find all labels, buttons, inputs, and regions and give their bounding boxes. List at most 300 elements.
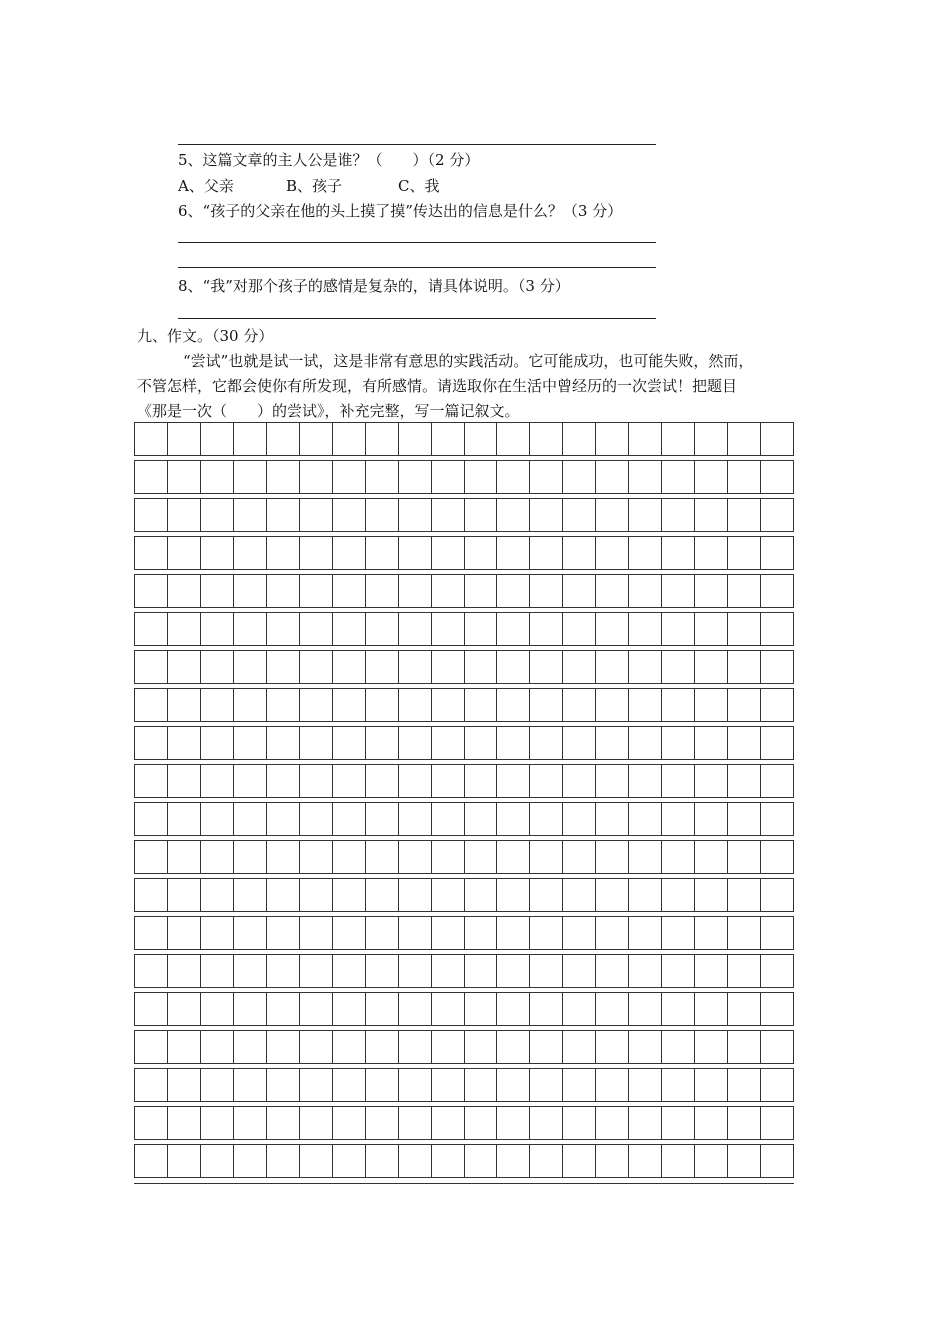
grid-cell[interactable] xyxy=(596,613,629,645)
grid-cell[interactable] xyxy=(761,499,793,531)
grid-cell[interactable] xyxy=(695,955,728,987)
grid-cell[interactable] xyxy=(234,917,267,949)
grid-cell[interactable] xyxy=(300,727,333,759)
grid-cell[interactable] xyxy=(267,1031,300,1063)
grid-cell[interactable] xyxy=(596,499,629,531)
grid-cell[interactable] xyxy=(168,1107,201,1139)
grid-cell[interactable] xyxy=(497,689,530,721)
grid-cell[interactable] xyxy=(300,423,333,455)
grid-cell[interactable] xyxy=(465,499,498,531)
grid-cell[interactable] xyxy=(201,1031,234,1063)
grid-cell[interactable] xyxy=(530,1069,563,1101)
grid-cell[interactable] xyxy=(432,765,465,797)
grid-cell[interactable] xyxy=(267,499,300,531)
grid-cell[interactable] xyxy=(662,841,695,873)
grid-cell[interactable] xyxy=(465,955,498,987)
grid-cell[interactable] xyxy=(596,841,629,873)
grid-cell[interactable] xyxy=(399,993,432,1025)
grid-cell[interactable] xyxy=(234,613,267,645)
grid-cell[interactable] xyxy=(596,803,629,835)
answer-line-q6-2[interactable] xyxy=(178,267,656,268)
grid-cell[interactable] xyxy=(530,689,563,721)
grid-cell[interactable] xyxy=(465,461,498,493)
grid-cell[interactable] xyxy=(201,1069,234,1101)
grid-cell[interactable] xyxy=(399,613,432,645)
grid-cell[interactable] xyxy=(201,803,234,835)
grid-cell[interactable] xyxy=(662,803,695,835)
grid-cell[interactable] xyxy=(267,841,300,873)
grid-cell[interactable] xyxy=(530,461,563,493)
grid-cell[interactable] xyxy=(629,689,662,721)
grid-cell[interactable] xyxy=(596,727,629,759)
grid-cell[interactable] xyxy=(629,1069,662,1101)
grid-cell[interactable] xyxy=(465,689,498,721)
grid-cell[interactable] xyxy=(563,727,596,759)
grid-cell[interactable] xyxy=(465,803,498,835)
grid-cell[interactable] xyxy=(629,461,662,493)
grid-cell[interactable] xyxy=(333,499,366,531)
grid-cell[interactable] xyxy=(497,879,530,911)
grid-cell[interactable] xyxy=(234,955,267,987)
grid-cell[interactable] xyxy=(465,1107,498,1139)
grid-cell[interactable] xyxy=(432,1069,465,1101)
grid-cell[interactable] xyxy=(366,1107,399,1139)
grid-cell[interactable] xyxy=(530,993,563,1025)
grid-cell[interactable] xyxy=(662,917,695,949)
grid-cell[interactable] xyxy=(234,765,267,797)
grid-cell[interactable] xyxy=(761,955,793,987)
grid-cell[interactable] xyxy=(662,537,695,569)
grid-cell[interactable] xyxy=(333,879,366,911)
grid-cell[interactable] xyxy=(662,765,695,797)
grid-cell[interactable] xyxy=(432,689,465,721)
grid-cell[interactable] xyxy=(432,1145,465,1177)
grid-cell[interactable] xyxy=(168,613,201,645)
grid-cell[interactable] xyxy=(563,765,596,797)
grid-cell[interactable] xyxy=(366,765,399,797)
grid-cell[interactable] xyxy=(366,575,399,607)
grid-cell[interactable] xyxy=(695,917,728,949)
grid-cell[interactable] xyxy=(662,689,695,721)
grid-cell[interactable] xyxy=(465,727,498,759)
grid-cell[interactable] xyxy=(530,1031,563,1063)
grid-cell[interactable] xyxy=(629,1107,662,1139)
essay-writing-grid[interactable] xyxy=(134,422,794,1184)
grid-cell[interactable] xyxy=(563,499,596,531)
grid-cell[interactable] xyxy=(201,955,234,987)
grid-cell[interactable] xyxy=(563,651,596,683)
grid-cell[interactable] xyxy=(300,537,333,569)
grid-cell[interactable] xyxy=(497,727,530,759)
grid-cell[interactable] xyxy=(465,879,498,911)
grid-cell[interactable] xyxy=(629,803,662,835)
grid-cell[interactable] xyxy=(761,1031,793,1063)
grid-cell[interactable] xyxy=(530,917,563,949)
grid-cell[interactable] xyxy=(662,879,695,911)
grid-cell[interactable] xyxy=(300,1145,333,1177)
grid-cell[interactable] xyxy=(695,1031,728,1063)
grid-cell[interactable] xyxy=(135,613,168,645)
grid-cell[interactable] xyxy=(168,651,201,683)
grid-cell[interactable] xyxy=(267,727,300,759)
grid-cell[interactable] xyxy=(629,575,662,607)
grid-cell[interactable] xyxy=(695,1107,728,1139)
grid-cell[interactable] xyxy=(728,651,761,683)
grid-cell[interactable] xyxy=(399,423,432,455)
grid-cell[interactable] xyxy=(333,423,366,455)
grid-cell[interactable] xyxy=(596,575,629,607)
grid-cell[interactable] xyxy=(497,955,530,987)
grid-cell[interactable] xyxy=(399,1069,432,1101)
grid-cell[interactable] xyxy=(135,575,168,607)
grid-cell[interactable] xyxy=(333,1145,366,1177)
grid-cell[interactable] xyxy=(530,1145,563,1177)
grid-cell[interactable] xyxy=(695,993,728,1025)
grid-cell[interactable] xyxy=(563,1069,596,1101)
grid-cell[interactable] xyxy=(234,841,267,873)
grid-cell[interactable] xyxy=(234,1145,267,1177)
grid-cell[interactable] xyxy=(728,879,761,911)
grid-cell[interactable] xyxy=(234,575,267,607)
grid-cell[interactable] xyxy=(695,499,728,531)
grid-cell[interactable] xyxy=(201,993,234,1025)
grid-cell[interactable] xyxy=(563,613,596,645)
grid-cell[interactable] xyxy=(168,955,201,987)
grid-cell[interactable] xyxy=(695,461,728,493)
grid-cell[interactable] xyxy=(761,917,793,949)
grid-cell[interactable] xyxy=(168,689,201,721)
grid-cell[interactable] xyxy=(333,1107,366,1139)
grid-cell[interactable] xyxy=(761,841,793,873)
grid-cell[interactable] xyxy=(333,689,366,721)
grid-cell[interactable] xyxy=(465,651,498,683)
grid-cell[interactable] xyxy=(234,537,267,569)
grid-cell[interactable] xyxy=(399,879,432,911)
grid-cell[interactable] xyxy=(333,765,366,797)
answer-line-q6-1[interactable] xyxy=(178,242,656,243)
grid-cell[interactable] xyxy=(201,765,234,797)
grid-cell[interactable] xyxy=(695,765,728,797)
grid-cell[interactable] xyxy=(695,689,728,721)
grid-cell[interactable] xyxy=(629,993,662,1025)
grid-cell[interactable] xyxy=(333,917,366,949)
grid-cell[interactable] xyxy=(399,841,432,873)
grid-cell[interactable] xyxy=(432,575,465,607)
grid-cell[interactable] xyxy=(695,423,728,455)
grid-cell[interactable] xyxy=(728,1107,761,1139)
grid-cell[interactable] xyxy=(399,1145,432,1177)
grid-cell[interactable] xyxy=(399,537,432,569)
grid-cell[interactable] xyxy=(662,651,695,683)
grid-cell[interactable] xyxy=(366,537,399,569)
grid-cell[interactable] xyxy=(761,651,793,683)
grid-cell[interactable] xyxy=(629,651,662,683)
grid-cell[interactable] xyxy=(596,917,629,949)
grid-cell[interactable] xyxy=(432,1107,465,1139)
grid-cell[interactable] xyxy=(300,993,333,1025)
grid-cell[interactable] xyxy=(662,575,695,607)
grid-cell[interactable] xyxy=(300,1107,333,1139)
grid-cell[interactable] xyxy=(596,461,629,493)
grid-cell[interactable] xyxy=(662,1069,695,1101)
grid-cell[interactable] xyxy=(563,803,596,835)
grid-cell[interactable] xyxy=(728,1031,761,1063)
grid-cell[interactable] xyxy=(267,879,300,911)
grid-cell[interactable] xyxy=(135,689,168,721)
grid-cell[interactable] xyxy=(366,917,399,949)
grid-cell[interactable] xyxy=(135,461,168,493)
grid-cell[interactable] xyxy=(695,537,728,569)
grid-cell[interactable] xyxy=(168,461,201,493)
grid-cell[interactable] xyxy=(135,803,168,835)
grid-cell[interactable] xyxy=(761,537,793,569)
grid-cell[interactable] xyxy=(728,955,761,987)
grid-cell[interactable] xyxy=(135,423,168,455)
grid-cell[interactable] xyxy=(135,499,168,531)
grid-cell[interactable] xyxy=(267,461,300,493)
grid-cell[interactable] xyxy=(135,1031,168,1063)
grid-cell[interactable] xyxy=(761,423,793,455)
grid-cell[interactable] xyxy=(761,993,793,1025)
grid-cell[interactable] xyxy=(497,651,530,683)
grid-cell[interactable] xyxy=(497,575,530,607)
option-b[interactable]: B、孩子 xyxy=(286,177,343,195)
grid-cell[interactable] xyxy=(234,1031,267,1063)
grid-cell[interactable] xyxy=(629,613,662,645)
grid-cell[interactable] xyxy=(695,727,728,759)
grid-cell[interactable] xyxy=(728,689,761,721)
grid-cell[interactable] xyxy=(596,689,629,721)
grid-cell[interactable] xyxy=(563,993,596,1025)
grid-cell[interactable] xyxy=(563,917,596,949)
grid-cell[interactable] xyxy=(333,993,366,1025)
grid-cell[interactable] xyxy=(267,423,300,455)
grid-cell[interactable] xyxy=(695,575,728,607)
grid-cell[interactable] xyxy=(629,879,662,911)
grid-cell[interactable] xyxy=(497,461,530,493)
grid-cell[interactable] xyxy=(267,689,300,721)
grid-cell[interactable] xyxy=(399,1031,432,1063)
option-a[interactable]: A、父亲 xyxy=(178,177,234,195)
grid-cell[interactable] xyxy=(366,613,399,645)
grid-cell[interactable] xyxy=(366,651,399,683)
grid-cell[interactable] xyxy=(234,461,267,493)
grid-cell[interactable] xyxy=(333,1031,366,1063)
grid-cell[interactable] xyxy=(333,537,366,569)
grid-cell[interactable] xyxy=(563,689,596,721)
grid-cell[interactable] xyxy=(432,841,465,873)
grid-cell[interactable] xyxy=(234,499,267,531)
grid-cell[interactable] xyxy=(267,803,300,835)
grid-cell[interactable] xyxy=(366,803,399,835)
grid-cell[interactable] xyxy=(497,803,530,835)
grid-cell[interactable] xyxy=(728,1145,761,1177)
grid-cell[interactable] xyxy=(201,651,234,683)
grid-cell[interactable] xyxy=(168,841,201,873)
grid-cell[interactable] xyxy=(432,993,465,1025)
grid-cell[interactable] xyxy=(497,537,530,569)
grid-cell[interactable] xyxy=(201,461,234,493)
grid-cell[interactable] xyxy=(399,917,432,949)
grid-cell[interactable] xyxy=(596,651,629,683)
grid-cell[interactable] xyxy=(761,803,793,835)
grid-cell[interactable] xyxy=(234,651,267,683)
grid-cell[interactable] xyxy=(366,841,399,873)
grid-cell[interactable] xyxy=(530,423,563,455)
grid-cell[interactable] xyxy=(432,499,465,531)
grid-cell[interactable] xyxy=(530,803,563,835)
grid-cell[interactable] xyxy=(465,423,498,455)
grid-cell[interactable] xyxy=(629,1031,662,1063)
grid-cell[interactable] xyxy=(497,1107,530,1139)
grid-cell[interactable] xyxy=(432,651,465,683)
grid-cell[interactable] xyxy=(629,727,662,759)
grid-cell[interactable] xyxy=(728,765,761,797)
grid-cell[interactable] xyxy=(267,651,300,683)
grid-cell[interactable] xyxy=(135,1069,168,1101)
grid-cell[interactable] xyxy=(563,537,596,569)
grid-cell[interactable] xyxy=(201,423,234,455)
grid-cell[interactable] xyxy=(168,1145,201,1177)
grid-cell[interactable] xyxy=(234,423,267,455)
grid-cell[interactable] xyxy=(366,955,399,987)
grid-cell[interactable] xyxy=(333,955,366,987)
grid-cell[interactable] xyxy=(267,1107,300,1139)
grid-cell[interactable] xyxy=(300,651,333,683)
grid-cell[interactable] xyxy=(596,879,629,911)
grid-cell[interactable] xyxy=(530,727,563,759)
grid-cell[interactable] xyxy=(465,1069,498,1101)
grid-cell[interactable] xyxy=(201,537,234,569)
grid-cell[interactable] xyxy=(761,613,793,645)
grid-cell[interactable] xyxy=(201,499,234,531)
grid-cell[interactable] xyxy=(201,841,234,873)
grid-cell[interactable] xyxy=(530,765,563,797)
grid-cell[interactable] xyxy=(761,1145,793,1177)
grid-cell[interactable] xyxy=(399,765,432,797)
grid-cell[interactable] xyxy=(333,613,366,645)
grid-cell[interactable] xyxy=(234,1107,267,1139)
grid-cell[interactable] xyxy=(201,575,234,607)
grid-cell[interactable] xyxy=(629,955,662,987)
grid-cell[interactable] xyxy=(761,689,793,721)
grid-cell[interactable] xyxy=(399,1107,432,1139)
grid-cell[interactable] xyxy=(728,423,761,455)
grid-cell[interactable] xyxy=(530,1107,563,1139)
grid-cell[interactable] xyxy=(300,575,333,607)
grid-cell[interactable] xyxy=(300,955,333,987)
grid-cell[interactable] xyxy=(366,499,399,531)
grid-cell[interactable] xyxy=(135,841,168,873)
grid-cell[interactable] xyxy=(399,575,432,607)
grid-cell[interactable] xyxy=(168,423,201,455)
grid-cell[interactable] xyxy=(728,1069,761,1101)
grid-cell[interactable] xyxy=(135,651,168,683)
grid-cell[interactable] xyxy=(563,1107,596,1139)
grid-cell[interactable] xyxy=(662,727,695,759)
grid-cell[interactable] xyxy=(300,879,333,911)
grid-cell[interactable] xyxy=(135,993,168,1025)
grid-cell[interactable] xyxy=(366,727,399,759)
grid-cell[interactable] xyxy=(497,423,530,455)
grid-cell[interactable] xyxy=(267,765,300,797)
grid-cell[interactable] xyxy=(662,1145,695,1177)
grid-cell[interactable] xyxy=(234,727,267,759)
grid-cell[interactable] xyxy=(465,1031,498,1063)
grid-cell[interactable] xyxy=(761,879,793,911)
grid-cell[interactable] xyxy=(300,765,333,797)
grid-cell[interactable] xyxy=(530,537,563,569)
grid-cell[interactable] xyxy=(563,1031,596,1063)
grid-cell[interactable] xyxy=(366,879,399,911)
grid-cell[interactable] xyxy=(530,499,563,531)
grid-cell[interactable] xyxy=(596,423,629,455)
grid-cell[interactable] xyxy=(399,461,432,493)
grid-cell[interactable] xyxy=(300,1031,333,1063)
grid-cell[interactable] xyxy=(168,993,201,1025)
grid-cell[interactable] xyxy=(300,613,333,645)
grid-cell[interactable] xyxy=(761,727,793,759)
grid-cell[interactable] xyxy=(497,917,530,949)
grid-cell[interactable] xyxy=(333,803,366,835)
grid-cell[interactable] xyxy=(366,1145,399,1177)
grid-cell[interactable] xyxy=(432,1031,465,1063)
grid-cell[interactable] xyxy=(596,993,629,1025)
grid-cell[interactable] xyxy=(399,803,432,835)
grid-cell[interactable] xyxy=(465,841,498,873)
grid-cell[interactable] xyxy=(497,1145,530,1177)
grid-cell[interactable] xyxy=(201,613,234,645)
grid-cell[interactable] xyxy=(695,1069,728,1101)
option-c[interactable]: C、我 xyxy=(398,177,440,195)
grid-cell[interactable] xyxy=(234,993,267,1025)
grid-cell[interactable] xyxy=(201,879,234,911)
grid-cell[interactable] xyxy=(135,765,168,797)
grid-cell[interactable] xyxy=(432,879,465,911)
grid-cell[interactable] xyxy=(267,1145,300,1177)
grid-cell[interactable] xyxy=(300,689,333,721)
grid-cell[interactable] xyxy=(135,727,168,759)
grid-cell[interactable] xyxy=(728,537,761,569)
grid-cell[interactable] xyxy=(728,841,761,873)
grid-cell[interactable] xyxy=(497,1031,530,1063)
grid-cell[interactable] xyxy=(465,1145,498,1177)
grid-cell[interactable] xyxy=(135,1107,168,1139)
grid-cell[interactable] xyxy=(761,575,793,607)
grid-cell[interactable] xyxy=(563,955,596,987)
grid-cell[interactable] xyxy=(267,575,300,607)
grid-cell[interactable] xyxy=(168,537,201,569)
grid-cell[interactable] xyxy=(300,917,333,949)
grid-cell[interactable] xyxy=(497,841,530,873)
grid-cell[interactable] xyxy=(728,917,761,949)
grid-cell[interactable] xyxy=(695,1145,728,1177)
grid-cell[interactable] xyxy=(432,917,465,949)
grid-cell[interactable] xyxy=(432,537,465,569)
grid-cell[interactable] xyxy=(465,537,498,569)
answer-line-q4[interactable] xyxy=(178,144,656,145)
grid-cell[interactable] xyxy=(201,689,234,721)
grid-cell[interactable] xyxy=(333,461,366,493)
answer-line-q8[interactable] xyxy=(178,318,656,319)
grid-cell[interactable] xyxy=(530,879,563,911)
grid-cell[interactable] xyxy=(530,955,563,987)
grid-cell[interactable] xyxy=(432,423,465,455)
grid-cell[interactable] xyxy=(432,613,465,645)
grid-cell[interactable] xyxy=(728,575,761,607)
grid-cell[interactable] xyxy=(267,1069,300,1101)
grid-cell[interactable] xyxy=(497,1069,530,1101)
